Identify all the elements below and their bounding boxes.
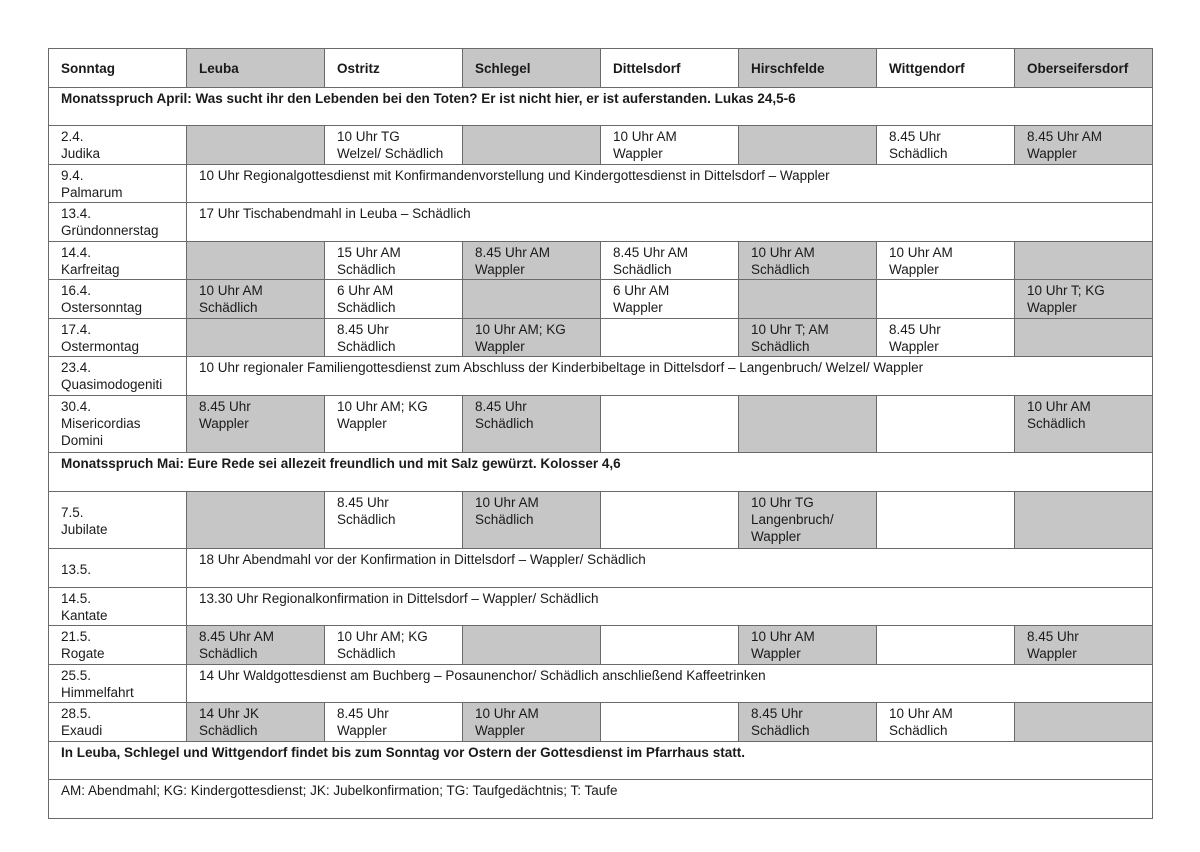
service-cell-ostritz (325, 626, 463, 665)
service-cell-hirschfelde (739, 280, 877, 319)
schedule-row (49, 626, 1153, 665)
regional-service-cell: 17 Uhr Tischabendmahl in Leuba – Schädlich (187, 203, 1153, 242)
service-cell-oberseifersdorf (1015, 319, 1153, 357)
cell-line: 13.5. (61, 561, 92, 577)
cell-line: Wappler (889, 262, 939, 277)
cell-line: 10 Uhr AM; KG (337, 629, 428, 644)
cell-line: 6 Uhr AM (613, 283, 670, 298)
service-cell-ostritz (325, 396, 463, 453)
cell-line: Wappler (613, 146, 663, 161)
cell-line: 23.4. (61, 360, 92, 375)
service-cell-schlegel (463, 492, 601, 549)
column-header-wittgendorf: Wittgendorf (877, 49, 1015, 88)
service-cell-ostritz (325, 492, 463, 549)
service-schedule-table (48, 48, 1153, 819)
sunday-cell (49, 165, 187, 203)
column-header-leuba: Leuba (187, 49, 325, 88)
note-row (49, 742, 1153, 780)
service-cell-schlegel (463, 626, 601, 665)
service-cell-leuba (187, 492, 325, 549)
service-cell-schlegel (463, 280, 601, 319)
schedule-row (49, 357, 1153, 396)
cell-line: Wappler (199, 416, 249, 431)
schedule-row (49, 203, 1153, 242)
column-header-dittelsdorf: Dittelsdorf (601, 49, 739, 88)
service-cell-wittgendorf (877, 492, 1015, 549)
cell-line: 8.45 Uhr (889, 322, 941, 337)
cell-line: 10 Uhr AM (475, 495, 539, 510)
service-cell-dittelsdorf (601, 626, 739, 665)
cell-line: Schädlich (199, 723, 258, 738)
service-cell-leuba (187, 396, 325, 453)
cell-line: Judika (61, 146, 101, 161)
sunday-cell (49, 396, 187, 453)
service-cell-dittelsdorf (601, 242, 739, 280)
cell-line: 10 Uhr AM (751, 245, 815, 260)
cell-line: 30.4. (61, 399, 92, 414)
cell-line: Palmarum (61, 185, 123, 200)
service-cell-oberseifersdorf (1015, 126, 1153, 165)
cell-line: Schädlich (199, 646, 258, 661)
service-cell-oberseifersdorf (1015, 396, 1153, 453)
cell-line: Schädlich (337, 339, 396, 354)
cell-line: 13.4. (61, 206, 92, 221)
cell-line: 8.45 Uhr AM (613, 245, 689, 260)
service-cell-leuba (187, 280, 325, 319)
cell-line: 10 Uhr AM (1027, 399, 1091, 414)
cell-line: Schädlich (751, 339, 810, 354)
cell-line: Schädlich (751, 262, 810, 277)
cell-line: 10 Uhr TG (751, 495, 814, 510)
cell-line: Schädlich (337, 646, 396, 661)
service-cell-leuba (187, 703, 325, 742)
cell-line: Jubilate (61, 522, 108, 537)
sunday-cell (49, 626, 187, 665)
service-cell-wittgendorf (877, 703, 1015, 742)
cell-line: 10 Uhr AM (889, 706, 953, 721)
sunday-cell (49, 242, 187, 280)
service-cell-hirschfelde (739, 703, 877, 742)
cell-line: Kantate (61, 608, 108, 623)
cell-line: 9.4. (61, 168, 84, 183)
cell-line: 10 Uhr AM (889, 245, 953, 260)
sunday-cell (49, 703, 187, 742)
cell-line: 8.45 Uhr (1027, 629, 1079, 644)
cell-line: Schädlich (889, 723, 948, 738)
service-cell-dittelsdorf (601, 319, 739, 357)
service-cell-oberseifersdorf (1015, 492, 1153, 549)
service-cell-ostritz (325, 703, 463, 742)
cell-line: 14.4. (61, 245, 92, 260)
note-text: In Leuba, Schlegel und Wittgendorf findet bis zum Sonntag vor Ostern der Gottesdienst im Pfarrhaus statt. (49, 742, 1153, 780)
cell-line: Wappler (337, 416, 387, 431)
cell-line: 7.5. (61, 505, 84, 520)
cell-line: 10 Uhr AM (475, 706, 539, 721)
service-cell-schlegel (463, 319, 601, 357)
service-cell-wittgendorf (877, 280, 1015, 319)
service-cell-oberseifersdorf (1015, 703, 1153, 742)
schedule-row (49, 703, 1153, 742)
cell-line: Wappler (751, 529, 801, 544)
cell-line: 10 Uhr TG (337, 129, 400, 144)
service-cell-wittgendorf (877, 126, 1015, 165)
cell-line: Wappler (1027, 146, 1077, 161)
cell-line: 14.5. (61, 591, 92, 606)
cell-line: 8.45 Uhr AM (1027, 129, 1103, 144)
service-cell-dittelsdorf (601, 396, 739, 453)
legend-text: AM: Abendmahl; KG: Kindergottesdienst; JK: Jubelkonfirmation; TG: Taufgedächtnis; T: Taufe (49, 780, 1153, 819)
schedule-row (49, 665, 1153, 703)
schedule-row (49, 280, 1153, 319)
cell-line: Schädlich (337, 300, 396, 315)
cell-line: 8.45 Uhr AM (475, 245, 551, 260)
note-text: Monatsspruch April: Was sucht ihr den Lebenden bei den Toten? Er ist nicht hier, er ist auferstanden. Lukas 24,5-6 (49, 88, 1153, 126)
service-cell-wittgendorf (877, 242, 1015, 280)
cell-line: Schädlich (475, 512, 534, 527)
cell-line: 15 Uhr AM (337, 245, 401, 260)
cell-line: Wappler (337, 723, 387, 738)
cell-line: 10 Uhr T; KG (1027, 283, 1105, 298)
cell-line: 14 Uhr JK (199, 706, 260, 721)
cell-line: 8.45 Uhr (337, 706, 389, 721)
note-row (49, 88, 1153, 126)
column-header-schlegel: Schlegel (463, 49, 601, 88)
column-header-ostritz: Ostritz (325, 49, 463, 88)
cell-line: 6 Uhr AM (337, 283, 394, 298)
service-cell-ostritz (325, 126, 463, 165)
service-cell-schlegel (463, 703, 601, 742)
cell-line: Schädlich (337, 262, 396, 277)
sunday-cell (49, 492, 187, 549)
service-cell-ostritz (325, 242, 463, 280)
cell-line: Exaudi (61, 723, 103, 738)
schedule-row (49, 396, 1153, 453)
cell-line: Gründonnerstag (61, 223, 159, 238)
cell-line: 17.4. (61, 322, 92, 337)
schedule-row (49, 549, 1153, 588)
cell-line: Wappler (613, 300, 663, 315)
cell-line: Wappler (475, 723, 525, 738)
service-cell-hirschfelde (739, 396, 877, 453)
service-cell-wittgendorf (877, 396, 1015, 453)
cell-line: Wappler (475, 262, 525, 277)
schedule-row (49, 165, 1153, 203)
schedule-row (49, 126, 1153, 165)
schedule-body (49, 88, 1153, 819)
cell-line: Quasimodogeniti (61, 377, 163, 392)
cell-line: 10 Uhr AM; KG (337, 399, 428, 414)
service-cell-ostritz (325, 319, 463, 357)
regional-service-cell: 18 Uhr Abendmahl vor der Konfirmation in Dittelsdorf – Wappler/ Schädlich (187, 549, 1153, 588)
sunday-cell (49, 549, 187, 588)
service-cell-schlegel (463, 396, 601, 453)
cell-line: Schädlich (889, 146, 948, 161)
sunday-cell (49, 280, 187, 319)
cell-line: 8.45 Uhr (337, 322, 389, 337)
service-cell-dittelsdorf (601, 126, 739, 165)
service-cell-oberseifersdorf (1015, 280, 1153, 319)
note-row (49, 453, 1153, 492)
cell-line: 8.45 Uhr (889, 129, 941, 144)
cell-line: Welzel/ Schädlich (337, 146, 444, 161)
cell-line: 8.45 Uhr (475, 399, 527, 414)
cell-line: 8.45 Uhr (751, 706, 803, 721)
service-cell-leuba (187, 626, 325, 665)
column-header-sonntag: Sonntag (49, 49, 187, 88)
sunday-cell (49, 126, 187, 165)
cell-line: 10 Uhr AM (199, 283, 263, 298)
service-cell-leuba (187, 319, 325, 357)
cell-line: Ostermontag (61, 339, 140, 354)
cell-line: Schädlich (1027, 416, 1086, 431)
service-cell-hirschfelde (739, 126, 877, 165)
cell-line: Schädlich (613, 262, 672, 277)
schedule-row (49, 492, 1153, 549)
service-cell-schlegel (463, 126, 601, 165)
cell-line: Wappler (1027, 646, 1077, 661)
cell-line: Schädlich (337, 512, 396, 527)
service-cell-dittelsdorf (601, 280, 739, 319)
cell-line: Schädlich (199, 300, 258, 315)
cell-line: 21.5. (61, 629, 92, 644)
cell-line: Wappler (1027, 300, 1077, 315)
cell-line: Rogate (61, 646, 105, 661)
cell-line: 25.5. (61, 668, 92, 683)
service-cell-hirschfelde (739, 242, 877, 280)
cell-line: 10 Uhr AM (613, 129, 677, 144)
sunday-cell (49, 357, 187, 396)
note-text: Monatsspruch Mai: Eure Rede sei allezeit freundlich und mit Salz gewürzt. Kolosser 4,6 (49, 453, 1153, 492)
cell-line: 28.5. (61, 706, 92, 721)
service-cell-wittgendorf (877, 626, 1015, 665)
cell-line: 8.45 Uhr (199, 399, 251, 414)
cell-line: Misericordias (61, 416, 141, 431)
service-cell-dittelsdorf (601, 703, 739, 742)
cell-line: 16.4. (61, 283, 92, 298)
service-cell-dittelsdorf (601, 492, 739, 549)
sunday-cell (49, 319, 187, 357)
legend-row (49, 780, 1153, 819)
service-cell-ostritz (325, 280, 463, 319)
service-cell-wittgendorf (877, 319, 1015, 357)
cell-line: 2.4. (61, 129, 84, 144)
service-cell-oberseifersdorf (1015, 626, 1153, 665)
schedule-row (49, 319, 1153, 357)
service-cell-oberseifersdorf (1015, 242, 1153, 280)
cell-line: Karfreitag (61, 262, 120, 277)
column-header-hirschfelde: Hirschfelde (739, 49, 877, 88)
sunday-cell (49, 665, 187, 703)
sunday-cell (49, 588, 187, 626)
cell-line: Schädlich (475, 416, 534, 431)
regional-service-cell: 10 Uhr regionaler Familiengottesdienst zum Abschluss der Kinderbibeltage in Dittelsdorf – Langenbruch/ Welzel/ Wappler (187, 357, 1153, 396)
cell-line: 10 Uhr AM; KG (475, 322, 566, 337)
cell-line: Langenbruch/ (751, 512, 834, 527)
cell-line: Schädlich (751, 723, 810, 738)
cell-line: Wappler (475, 339, 525, 354)
regional-service-cell: 13.30 Uhr Regionalkonfirmation in Dittelsdorf – Wappler/ Schädlich (187, 588, 1153, 626)
sunday-cell (49, 203, 187, 242)
cell-line: Wappler (751, 646, 801, 661)
schedule-row (49, 242, 1153, 280)
regional-service-cell: 14 Uhr Waldgottesdienst am Buchberg – Posaunenchor/ Schädlich anschließend Kaffeetrinken (187, 665, 1153, 703)
service-cell-hirschfelde (739, 626, 877, 665)
cell-line: 10 Uhr T; AM (751, 322, 829, 337)
service-cell-schlegel (463, 242, 601, 280)
cell-line: 10 Uhr AM (751, 629, 815, 644)
cell-line: Ostersonntag (61, 300, 143, 315)
service-cell-hirschfelde (739, 492, 877, 549)
service-cell-leuba (187, 126, 325, 165)
header-row (49, 49, 1153, 88)
regional-service-cell: 10 Uhr Regionalgottesdienst mit Konfirmandenvorstellung und Kindergottesdienst in Dittelsdorf – Wappler (187, 165, 1153, 203)
service-cell-leuba (187, 242, 325, 280)
schedule-row (49, 588, 1153, 626)
cell-line: Himmelfahrt (61, 685, 134, 700)
cell-line: 8.45 Uhr (337, 495, 389, 510)
cell-line: Wappler (889, 339, 939, 354)
column-header-oberseifersdorf: Oberseifersdorf (1015, 49, 1153, 88)
service-cell-hirschfelde (739, 319, 877, 357)
cell-line: Domini (61, 433, 104, 448)
cell-line: 8.45 Uhr AM (199, 629, 275, 644)
